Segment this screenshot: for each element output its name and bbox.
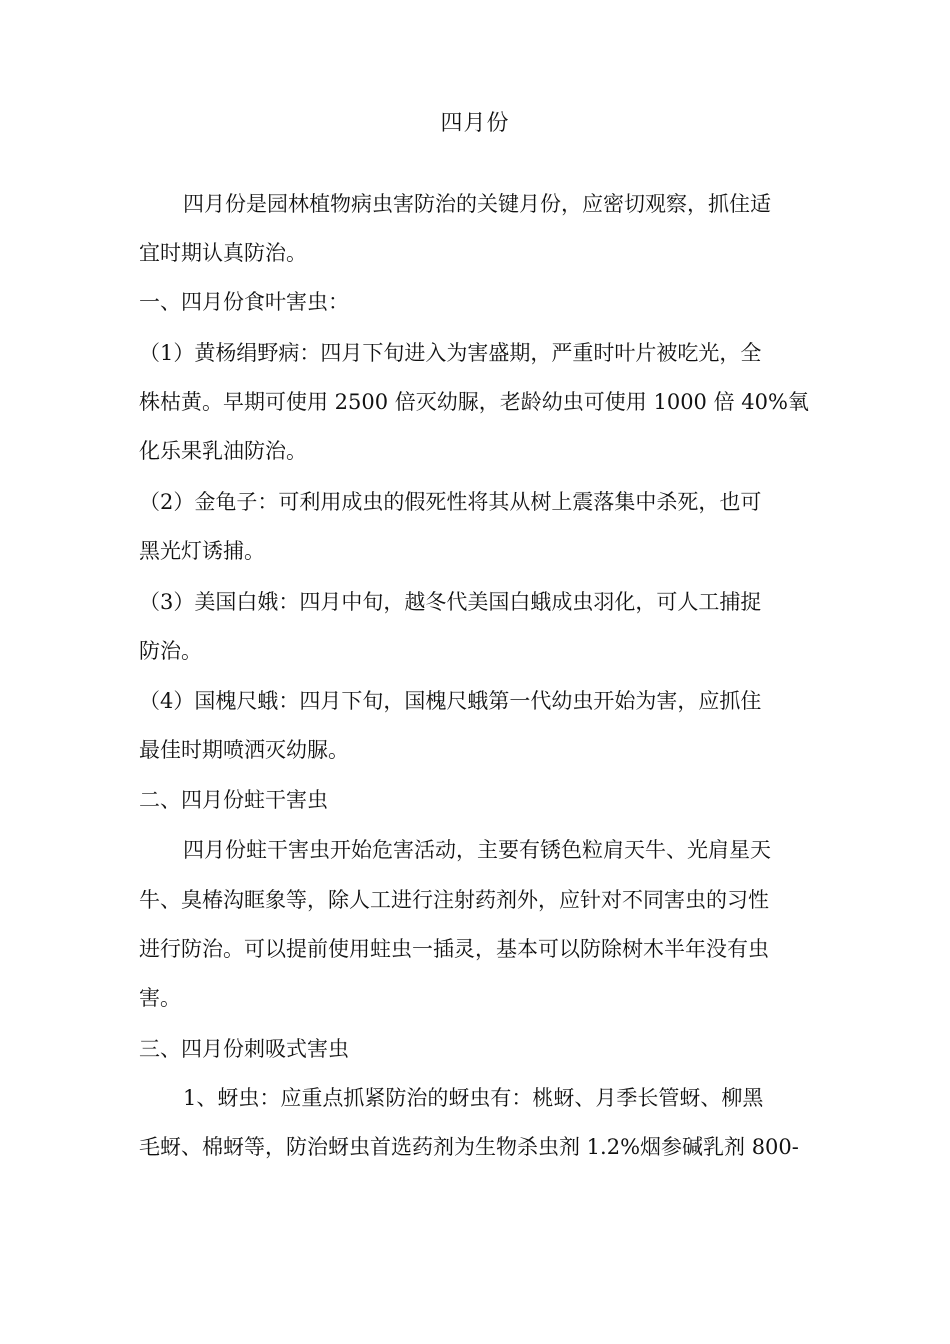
paragraph-line: 毛蚜、棉蚜等，防治蚜虫首选药剂为生物杀虫剂 1.2%烟参碱乳剂 800-	[139, 1135, 799, 1159]
paragraph-line: 防治。	[139, 639, 202, 663]
paragraph-line: 害。	[139, 986, 181, 1010]
paragraph-line: 株枯黄。早期可使用 2500 倍灭幼脲，老龄幼虫可使用 1000 倍 40%氧	[139, 390, 809, 414]
paragraph-line: （2）金龟子：可利用成虫的假死性将其从树上震落集中杀死，也可	[139, 490, 762, 514]
paragraph-line: （3）美国白娥：四月中旬，越冬代美国白蛾成虫羽化，可人工捕捉	[139, 590, 762, 614]
document-title: 四月份	[440, 111, 510, 136]
paragraph-line: 四月份是园林植物病虫害防治的关键月份，应密切观察，抓住适	[183, 192, 771, 216]
paragraph-line: 宜时期认真防治。	[139, 241, 307, 265]
paragraph-line: 进行防治。可以提前使用蛀虫一插灵，基本可以防除树木半年没有虫	[139, 937, 769, 961]
section-heading: 二、四月份蛀干害虫	[139, 788, 328, 812]
paragraph-line: 四月份蛀干害虫开始危害活动，主要有锈色粒肩天牛、光肩星天	[183, 838, 771, 862]
paragraph-line: 黑光灯诱捕。	[139, 539, 265, 563]
paragraph-line: （4）国槐尺蛾：四月下旬，国槐尺蛾第一代幼虫开始为害，应抓住	[139, 689, 762, 713]
paragraph-line: 牛、臭椿沟眶象等，除人工进行注射药剂外，应针对不同害虫的习性	[139, 888, 769, 912]
paragraph-line: 最佳时期喷洒灭幼脲。	[139, 738, 349, 762]
paragraph-line: 1、蚜虫：应重点抓紧防治的蚜虫有：桃蚜、月季长管蚜、柳黑	[183, 1086, 764, 1110]
paragraph-line: 化乐果乳油防治。	[139, 439, 307, 463]
section-heading: 三、四月份刺吸式害虫	[139, 1037, 349, 1061]
paragraph-line: （1）黄杨绢野病：四月下旬进入为害盛期，严重时叶片被吃光，全	[139, 341, 762, 365]
section-heading: 一、四月份食叶害虫：	[139, 290, 349, 314]
